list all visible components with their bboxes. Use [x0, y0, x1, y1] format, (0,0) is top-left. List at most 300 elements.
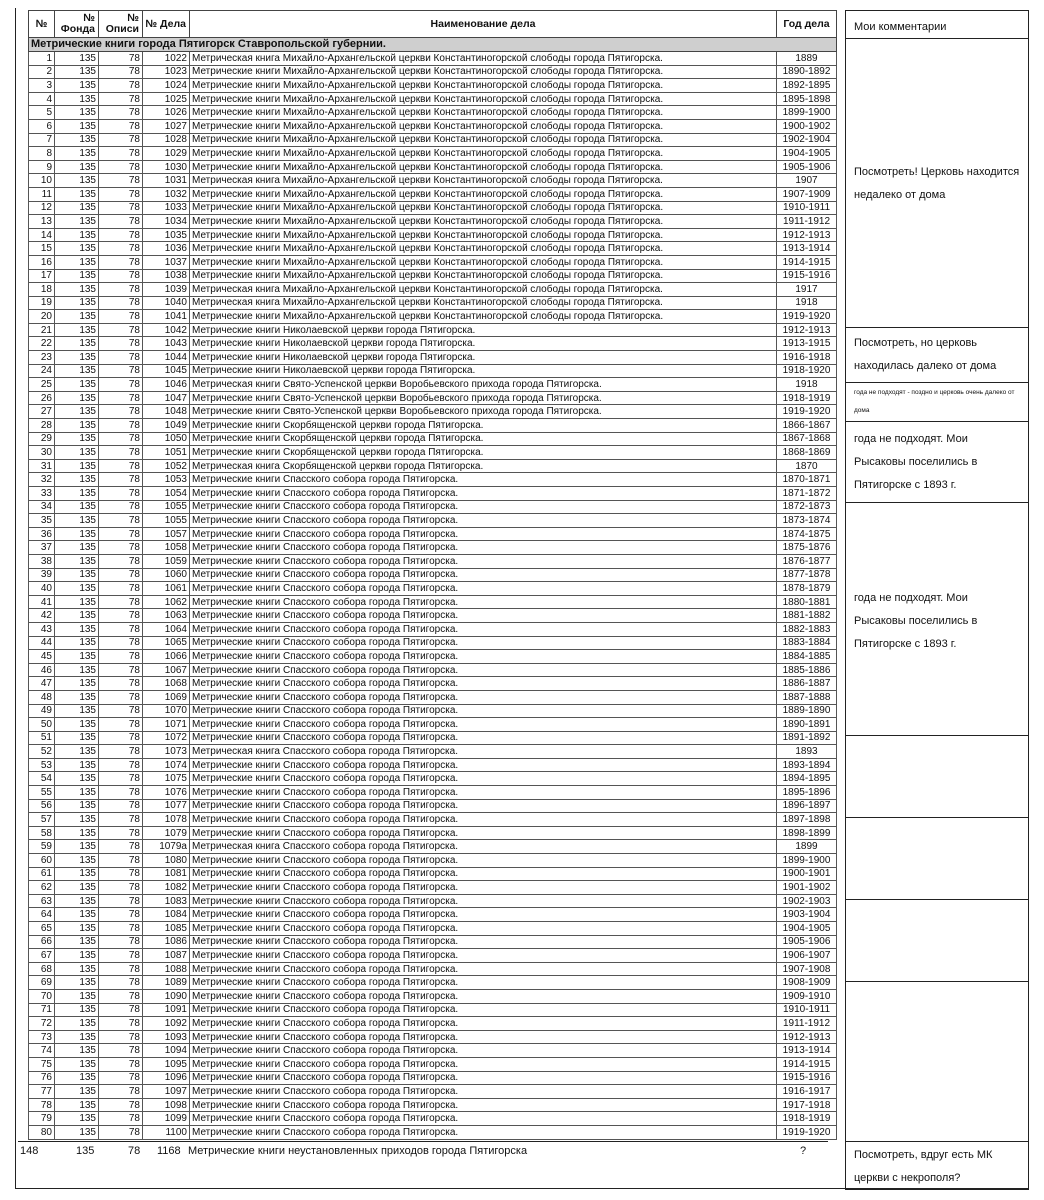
- row-number: 52: [29, 745, 55, 759]
- table-row: [29, 119, 837, 133]
- row-fond: 135: [55, 1017, 99, 1031]
- row-number: 18: [29, 283, 55, 297]
- row-year: 1874-1875: [777, 527, 837, 541]
- row-delo: 1040: [143, 296, 190, 310]
- row-delo: 1082: [143, 881, 190, 895]
- row-number: 25: [29, 378, 55, 392]
- row-name: Метрические книги Спасского собора города Пятигорска.: [190, 854, 777, 868]
- header-delo: № Дела: [143, 11, 190, 38]
- row-year: 1871-1872: [777, 487, 837, 501]
- row-delo: 1060: [143, 568, 190, 582]
- row-year: 1910-1911: [777, 1003, 837, 1017]
- table-row: [29, 894, 837, 908]
- row-name: Метрические книги Спасского собора города Пятигорска.: [190, 962, 777, 976]
- row-year: 1917-1918: [777, 1098, 837, 1112]
- row-name: Метрические книги Спасского собора города Пятигорска.: [190, 799, 777, 813]
- row-opis: 78: [99, 65, 143, 79]
- row-opis: 78: [99, 527, 143, 541]
- row-year: 1890-1892: [777, 65, 837, 79]
- row-opis: 78: [99, 296, 143, 310]
- row-delo: 1051: [143, 446, 190, 460]
- row-fond: 135: [55, 704, 99, 718]
- row-delo: 1088: [143, 962, 190, 976]
- row-number: 38: [29, 554, 55, 568]
- row-opis: 78: [99, 228, 143, 242]
- row-opis: 78: [99, 650, 143, 664]
- row-fond: 135: [55, 541, 99, 555]
- row-delo: 1033: [143, 201, 190, 215]
- row-number: 58: [29, 826, 55, 840]
- row-delo: 1099: [143, 1112, 190, 1126]
- row-name: Метрические книги Михайло-Архангельской церкви Константиногорской слободы города Пятигорска.: [190, 310, 777, 324]
- row-opis: 78: [99, 1003, 143, 1017]
- table-row: [29, 487, 837, 501]
- row-year: 1877-1878: [777, 568, 837, 582]
- row-opis: 78: [99, 147, 143, 161]
- row-year: 1918-1919: [777, 391, 837, 405]
- row-year: 1893-1894: [777, 758, 837, 772]
- row-fond: 135: [55, 446, 99, 460]
- row-fond: 135: [55, 65, 99, 79]
- row-delo: 1091: [143, 1003, 190, 1017]
- row-fond: 135: [55, 1057, 99, 1071]
- row-fond: 135: [55, 228, 99, 242]
- row-name: Метрические книги Михайло-Архангельской церкви Константиногорской слободы города Пятигорска.: [190, 160, 777, 174]
- row-delo: 1066: [143, 650, 190, 664]
- row-fond: 135: [55, 337, 99, 351]
- table-row: [29, 296, 837, 310]
- row-fond: 135: [55, 1003, 99, 1017]
- row-name: Метрические книги Спасского собора города Пятигорска.: [190, 473, 777, 487]
- row-name: Метрические книги Михайло-Архангельской церкви Константиногорской слободы города Пятигорска.: [190, 133, 777, 147]
- table-row: [29, 718, 837, 732]
- row-number: 2: [29, 65, 55, 79]
- table-row: [29, 187, 837, 201]
- row-fond: 135: [55, 650, 99, 664]
- row-opis: 78: [99, 391, 143, 405]
- row-opis: 78: [99, 446, 143, 460]
- row-opis: 78: [99, 989, 143, 1003]
- row-delo: 1093: [143, 1030, 190, 1044]
- row-name: Метрические книги Спасского собора города Пятигорска.: [190, 582, 777, 596]
- row-delo: 1070: [143, 704, 190, 718]
- row-year: 1896-1897: [777, 799, 837, 813]
- row-delo: 1089: [143, 976, 190, 990]
- table-row: [29, 364, 837, 378]
- row-number: 64: [29, 908, 55, 922]
- extra-opis: 78: [128, 1145, 141, 1157]
- row-year: 1893: [777, 745, 837, 759]
- row-year: 1876-1877: [777, 554, 837, 568]
- row-name: Метрические книги Спасского собора города Пятигорска.: [190, 541, 777, 555]
- row-delo: 1079а: [143, 840, 190, 854]
- row-number: 54: [29, 772, 55, 786]
- row-number: 22: [29, 337, 55, 351]
- row-fond: 135: [55, 962, 99, 976]
- table-row: [29, 826, 837, 840]
- row-delo: 1022: [143, 52, 190, 66]
- table-row: [29, 582, 837, 596]
- row-name: Метрические книги Спасского собора города Пятигорска.: [190, 609, 777, 623]
- row-fond: 135: [55, 79, 99, 93]
- row-fond: 135: [55, 405, 99, 419]
- row-fond: 135: [55, 174, 99, 188]
- row-delo: 1094: [143, 1044, 190, 1058]
- row-name: Метрические книги Михайло-Архангельской церкви Константиногорской слободы города Пятигорска.: [190, 79, 777, 93]
- row-number: 30: [29, 446, 55, 460]
- row-name: Метрические книги Михайло-Архангельской церкви Константиногорской слободы города Пятигорска.: [190, 65, 777, 79]
- row-opis: 78: [99, 160, 143, 174]
- row-opis: 78: [99, 949, 143, 963]
- row-number: 44: [29, 636, 55, 650]
- row-fond: 135: [55, 622, 99, 636]
- row-number: 20: [29, 310, 55, 324]
- table-row: [29, 1044, 837, 1058]
- row-delo: 1064: [143, 622, 190, 636]
- table-row: [29, 554, 837, 568]
- row-year: 1891-1892: [777, 731, 837, 745]
- row-number: 75: [29, 1057, 55, 1071]
- row-number: 26: [29, 391, 55, 405]
- table-row: [29, 949, 837, 963]
- row-year: 1912-1913: [777, 228, 837, 242]
- row-name: Метрические книги Спасского собора города Пятигорска.: [190, 949, 777, 963]
- row-number: 47: [29, 677, 55, 691]
- table-row: [29, 962, 837, 976]
- row-delo: 1052: [143, 459, 190, 473]
- row-name: Метрические книги Спасского собора города Пятигорска.: [190, 568, 777, 582]
- row-fond: 135: [55, 527, 99, 541]
- row-name: Метрические книги Спасского собора города Пятигорска.: [190, 622, 777, 636]
- row-number: 8: [29, 147, 55, 161]
- table-row: [29, 1125, 837, 1139]
- row-opis: 78: [99, 364, 143, 378]
- row-delo: 1045: [143, 364, 190, 378]
- row-name: Метрические книги Михайло-Архангельской церкви Константиногорской слободы города Пятигорска.: [190, 255, 777, 269]
- row-name: Метрическая книга Михайло-Архангельской церкви Константиногорской слободы города Пятигорска.: [190, 296, 777, 310]
- row-number: 21: [29, 323, 55, 337]
- table-row: [29, 1017, 837, 1031]
- row-year: 1897-1898: [777, 813, 837, 827]
- row-opis: 78: [99, 351, 143, 365]
- row-number: 46: [29, 663, 55, 677]
- table-row: [29, 650, 837, 664]
- table-row: [29, 378, 837, 392]
- table-row: [29, 840, 837, 854]
- table-row: [29, 446, 837, 460]
- row-delo: 1075: [143, 772, 190, 786]
- row-opis: 78: [99, 663, 143, 677]
- row-number: 48: [29, 690, 55, 704]
- row-year: 1907: [777, 174, 837, 188]
- row-opis: 78: [99, 962, 143, 976]
- row-year: 1905-1906: [777, 160, 837, 174]
- row-name: Метрические книги Спасского собора города Пятигорска.: [190, 514, 777, 528]
- table-row: [29, 337, 837, 351]
- table-row: [29, 1030, 837, 1044]
- row-fond: 135: [55, 799, 99, 813]
- row-name: Метрические книги Николаевской церкви города Пятигорска.: [190, 323, 777, 337]
- table-row: [29, 405, 837, 419]
- row-delo: 1069: [143, 690, 190, 704]
- row-year: 1890-1891: [777, 718, 837, 732]
- row-fond: 135: [55, 514, 99, 528]
- row-fond: 135: [55, 609, 99, 623]
- row-number: 61: [29, 867, 55, 881]
- row-fond: 135: [55, 1125, 99, 1139]
- row-fond: 135: [55, 786, 99, 800]
- row-fond: 135: [55, 568, 99, 582]
- row-delo: 1073: [143, 745, 190, 759]
- table-row: [29, 215, 837, 229]
- row-year: 1899-1900: [777, 106, 837, 120]
- row-delo: 1055: [143, 500, 190, 514]
- row-number: 15: [29, 242, 55, 256]
- row-year: 1918: [777, 296, 837, 310]
- row-name: Метрические книги Спасского собора города Пятигорска.: [190, 786, 777, 800]
- row-name: Метрические книги Спасского собора города Пятигорска.: [190, 595, 777, 609]
- row-year: 1919-1920: [777, 1125, 837, 1139]
- row-number: 51: [29, 731, 55, 745]
- header-year: Год дела: [777, 11, 837, 38]
- row-delo: 1086: [143, 935, 190, 949]
- row-name: Метрические книги Свято-Успенской церкви Воробьевского прихода города Пятигорска.: [190, 391, 777, 405]
- row-year: 1889-1890: [777, 704, 837, 718]
- table-row: [29, 541, 837, 555]
- row-delo: 1026: [143, 106, 190, 120]
- row-name: Метрические книги Спасского собора города Пятигорска.: [190, 690, 777, 704]
- comment-uspenskaya-church: года не подходят - поздно и церковь очень далеко от дома: [846, 383, 1028, 422]
- row-delo: 1063: [143, 609, 190, 623]
- row-opis: 78: [99, 867, 143, 881]
- row-delo: 1055: [143, 514, 190, 528]
- row-delo: 1083: [143, 894, 190, 908]
- row-delo: 1058: [143, 541, 190, 555]
- row-year: 1880-1881: [777, 595, 837, 609]
- row-delo: 1050: [143, 432, 190, 446]
- row-year: 1918-1920: [777, 364, 837, 378]
- row-name: Метрические книги Николаевской церкви города Пятигорска.: [190, 337, 777, 351]
- row-opis: 78: [99, 922, 143, 936]
- table-row: [29, 160, 837, 174]
- row-delo: 1098: [143, 1098, 190, 1112]
- row-fond: 135: [55, 133, 99, 147]
- row-name: Метрические книги Михайло-Архангельской церкви Константиногорской слободы города Пятигорска.: [190, 187, 777, 201]
- row-year: 1886-1887: [777, 677, 837, 691]
- row-year: 1873-1874: [777, 514, 837, 528]
- row-opis: 78: [99, 1030, 143, 1044]
- row-number: 19: [29, 296, 55, 310]
- row-name: Метрические книги Спасского собора города Пятигорска.: [190, 758, 777, 772]
- row-delo: 1096: [143, 1071, 190, 1085]
- table-row: [29, 65, 837, 79]
- row-fond: 135: [55, 894, 99, 908]
- row-number: 53: [29, 758, 55, 772]
- row-year: 1914-1915: [777, 1057, 837, 1071]
- row-opis: 78: [99, 432, 143, 446]
- row-year: 1895-1898: [777, 92, 837, 106]
- row-year: 1898-1899: [777, 826, 837, 840]
- row-name: Метрические книги Спасского собора города Пятигорска.: [190, 718, 777, 732]
- row-opis: 78: [99, 568, 143, 582]
- row-opis: 78: [99, 514, 143, 528]
- comment-nikolaev-church: Посмотреть, но церковь находилась далеко от дома: [846, 328, 1028, 383]
- row-name: Метрические книги Спасского собора города Пятигорска.: [190, 1071, 777, 1085]
- row-delo: 1043: [143, 337, 190, 351]
- row-number: 70: [29, 989, 55, 1003]
- row-fond: 135: [55, 201, 99, 215]
- row-name: Метрические книги Спасского собора города Пятигорска.: [190, 894, 777, 908]
- row-year: 1885-1886: [777, 663, 837, 677]
- row-fond: 135: [55, 758, 99, 772]
- row-name: Метрическая книга Михайло-Архангельской церкви Константиногорской слободы города Пятигорска.: [190, 174, 777, 188]
- row-fond: 135: [55, 881, 99, 895]
- row-year: 1918: [777, 378, 837, 392]
- row-name: Метрические книги Михайло-Архангельской церкви Константиногорской слободы города Пятигорска.: [190, 106, 777, 120]
- table-row: [29, 690, 837, 704]
- row-fond: 135: [55, 364, 99, 378]
- row-year: 1915-1916: [777, 269, 837, 283]
- row-opis: 78: [99, 582, 143, 596]
- extra-delo: 1168: [157, 1145, 181, 1157]
- row-number: 72: [29, 1017, 55, 1031]
- row-year: 1900-1901: [777, 867, 837, 881]
- row-fond: 135: [55, 351, 99, 365]
- table-row: [29, 786, 837, 800]
- row-fond: 135: [55, 269, 99, 283]
- row-opis: 78: [99, 554, 143, 568]
- table-row: [29, 568, 837, 582]
- row-year: 1914-1915: [777, 255, 837, 269]
- table-row: [29, 310, 837, 324]
- row-fond: 135: [55, 595, 99, 609]
- row-year: 1918-1919: [777, 1112, 837, 1126]
- row-year: 1913-1914: [777, 1044, 837, 1058]
- row-number: 17: [29, 269, 55, 283]
- row-opis: 78: [99, 690, 143, 704]
- row-fond: 135: [55, 745, 99, 759]
- row-number: 59: [29, 840, 55, 854]
- row-year: 1881-1882: [777, 609, 837, 623]
- row-year: 1870-1871: [777, 473, 837, 487]
- row-opis: 78: [99, 745, 143, 759]
- row-fond: 135: [55, 119, 99, 133]
- table-row: [29, 908, 837, 922]
- row-fond: 135: [55, 378, 99, 392]
- row-number: 1: [29, 52, 55, 66]
- table-row: [29, 419, 837, 433]
- row-opis: 78: [99, 772, 143, 786]
- table-row: [29, 935, 837, 949]
- row-name: Метрические книги Спасского собора города Пятигорска.: [190, 554, 777, 568]
- table-row: [29, 758, 837, 772]
- row-fond: 135: [55, 840, 99, 854]
- row-opis: 78: [99, 1057, 143, 1071]
- row-delo: 1097: [143, 1085, 190, 1099]
- row-fond: 135: [55, 922, 99, 936]
- row-opis: 78: [99, 133, 143, 147]
- row-delo: 1059: [143, 554, 190, 568]
- row-fond: 135: [55, 663, 99, 677]
- table-row: [29, 677, 837, 691]
- row-name: Метрические книги Михайло-Архангельской церкви Константиногорской слободы города Пятигорска.: [190, 269, 777, 283]
- row-delo: 1076: [143, 786, 190, 800]
- row-delo: 1077: [143, 799, 190, 813]
- row-year: 1910-1911: [777, 201, 837, 215]
- row-opis: 78: [99, 1112, 143, 1126]
- row-number: 73: [29, 1030, 55, 1044]
- row-name: Метрические книги Спасского собора города Пятигорска.: [190, 867, 777, 881]
- row-year: 1902-1904: [777, 133, 837, 147]
- row-name: Метрические книги Михайло-Архангельской церкви Константиногорской слободы города Пятигорска.: [190, 201, 777, 215]
- table-row: [29, 1003, 837, 1017]
- comment-unknown-parishes: Посмотреть, вдруг есть МК церкви с некрополя?: [854, 1149, 993, 1184]
- row-number: 57: [29, 813, 55, 827]
- row-number: 42: [29, 609, 55, 623]
- row-year: 1867-1868: [777, 432, 837, 446]
- row-number: 6: [29, 119, 55, 133]
- row-number: 49: [29, 704, 55, 718]
- row-opis: 78: [99, 1085, 143, 1099]
- row-opis: 78: [99, 704, 143, 718]
- row-fond: 135: [55, 459, 99, 473]
- row-year: 1908-1909: [777, 976, 837, 990]
- row-number: 4: [29, 92, 55, 106]
- header-opis: № Описи: [99, 11, 143, 38]
- row-fond: 135: [55, 432, 99, 446]
- row-number: 31: [29, 459, 55, 473]
- row-fond: 135: [55, 106, 99, 120]
- row-year: 1909-1910: [777, 989, 837, 1003]
- row-number: 33: [29, 487, 55, 501]
- table-row: [29, 704, 837, 718]
- row-fond: 135: [55, 854, 99, 868]
- row-delo: 1065: [143, 636, 190, 650]
- row-fond: 135: [55, 187, 99, 201]
- row-delo: 1025: [143, 92, 190, 106]
- row-name: Метрические книги Спасского собора города Пятигорска.: [190, 1003, 777, 1017]
- row-opis: 78: [99, 840, 143, 854]
- page-frame-left: [15, 8, 29, 1189]
- row-name: Метрические книги Михайло-Архангельской церкви Константиногорской слободы города Пятигорска.: [190, 147, 777, 161]
- row-delo: 1041: [143, 310, 190, 324]
- table-row: [29, 92, 837, 106]
- table-row: [29, 881, 837, 895]
- row-fond: 135: [55, 500, 99, 514]
- row-opis: 78: [99, 52, 143, 66]
- row-name: Метрические книги Спасского собора города Пятигорска.: [190, 1030, 777, 1044]
- row-opis: 78: [99, 935, 143, 949]
- row-name: Метрические книги Спасского собора города Пятигорска.: [190, 1098, 777, 1112]
- row-fond: 135: [55, 147, 99, 161]
- row-number: 14: [29, 228, 55, 242]
- row-number: 7: [29, 133, 55, 147]
- table-row: [29, 1085, 837, 1099]
- row-fond: 135: [55, 813, 99, 827]
- inventory-table: [28, 10, 837, 1140]
- comment-blank-3: [846, 900, 1028, 982]
- row-name: Метрические книги Спасского собора города Пятигорска.: [190, 677, 777, 691]
- row-name: Метрическая книга Скорбященской церкви города Пятигорска.: [190, 459, 777, 473]
- row-name: Метрические книги Спасского собора города Пятигорска.: [190, 636, 777, 650]
- row-fond: 135: [55, 1030, 99, 1044]
- table-row: [29, 500, 837, 514]
- row-year: 1902-1903: [777, 894, 837, 908]
- row-opis: 78: [99, 92, 143, 106]
- row-delo: 1071: [143, 718, 190, 732]
- row-year: 1894-1895: [777, 772, 837, 786]
- row-number: 37: [29, 541, 55, 555]
